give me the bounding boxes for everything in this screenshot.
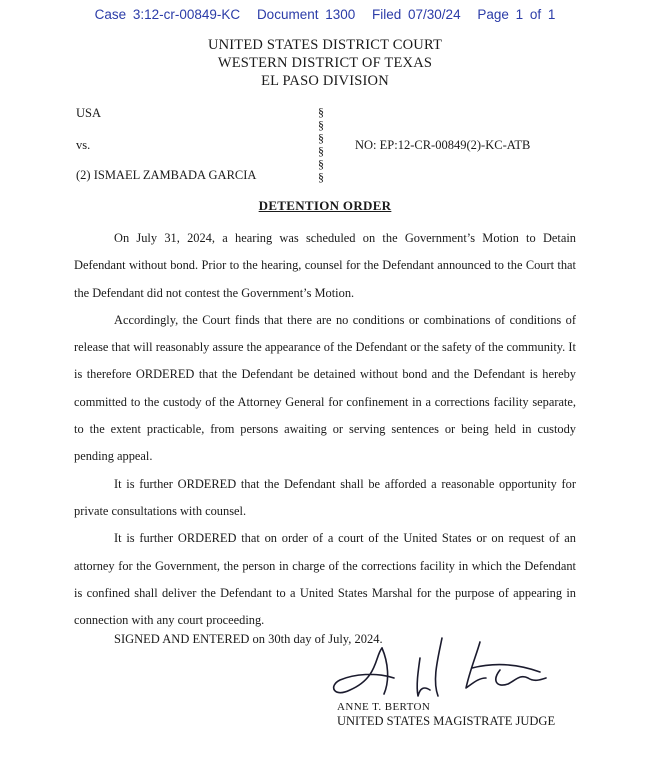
case-number-stamp: Case 3:12-cr-00849-KC: [94, 7, 241, 22]
ecf-header-stamp: [0, 7, 650, 22]
page-count-stamp: Page 1 of 1: [477, 7, 556, 22]
section-mark: §: [318, 170, 324, 184]
court-heading: [0, 36, 650, 90]
order-title: DETENTION ORDER: [258, 198, 392, 213]
signed-entered-line: SIGNED AND ENTERED on 30th day of July, 2024.: [114, 632, 383, 646]
order-body: [74, 225, 576, 634]
docket-number: NO: EP:12-CR-00849(2)-KC-ATB: [355, 138, 531, 152]
court-district: WESTERN DISTRICT OF TEXAS: [217, 55, 433, 71]
plaintiff-name: USA: [76, 106, 102, 120]
section-mark: §: [318, 144, 324, 158]
section-mark: §: [318, 105, 324, 119]
filed-date-stamp: Filed 07/30/24: [372, 7, 461, 22]
defendant-name: (2) ISMAEL ZAMBADA GARCIA: [76, 168, 257, 182]
order-paragraph: Accordingly, the Court finds that there are no conditions or combinations of conditions of release that will reasonably assure the appearance of the Defendant or the safety of the community. It is therefore ORDERED that the Defendant be detained without bond and the Defendant is hereby committed to the custody of the Attorney General for confinement in a corrections facility separate, to the extent practicable, from persons awaiting or serving sentences or being held in custody pending appeal.: [74, 312, 576, 464]
signature-block: [337, 700, 555, 728]
court-name: UNITED STATES DISTRICT COURT: [207, 37, 443, 53]
order-paragraph: On July 31, 2024, a hearing was scheduled on the Government’s Motion to Detain Defendant without bond. Prior to the hearing, counsel for the Defendant announced to the Court that the Defendant did not contest the Government’s Motion.: [74, 231, 576, 300]
case-caption: [0, 106, 650, 186]
section-mark: §: [318, 118, 324, 132]
judge-name: ANNE T. BERTON: [337, 701, 431, 713]
judge-signature: [320, 628, 570, 708]
order-paragraph: It is further ORDERED that on order of a court of the United States or on request of an attorney for the Government, the person in charge of the corrections facility in which the Defendant is confined shall deliver the Defendant to a United States Marshal for the purpose of appearing in connection with any court proceeding.: [74, 531, 576, 628]
section-mark: §: [318, 157, 324, 171]
section-mark: §: [318, 131, 324, 145]
versus-label: vs.: [76, 138, 91, 152]
order-paragraph: It is further ORDERED that the Defendant shall be afforded a reasonable opportunity for private consultations with counsel.: [74, 476, 576, 518]
document-number-stamp: Document 1300: [256, 7, 356, 22]
judge-title: UNITED STATES MAGISTRATE JUDGE: [337, 714, 556, 728]
court-division: EL PASO DIVISION: [261, 73, 389, 89]
